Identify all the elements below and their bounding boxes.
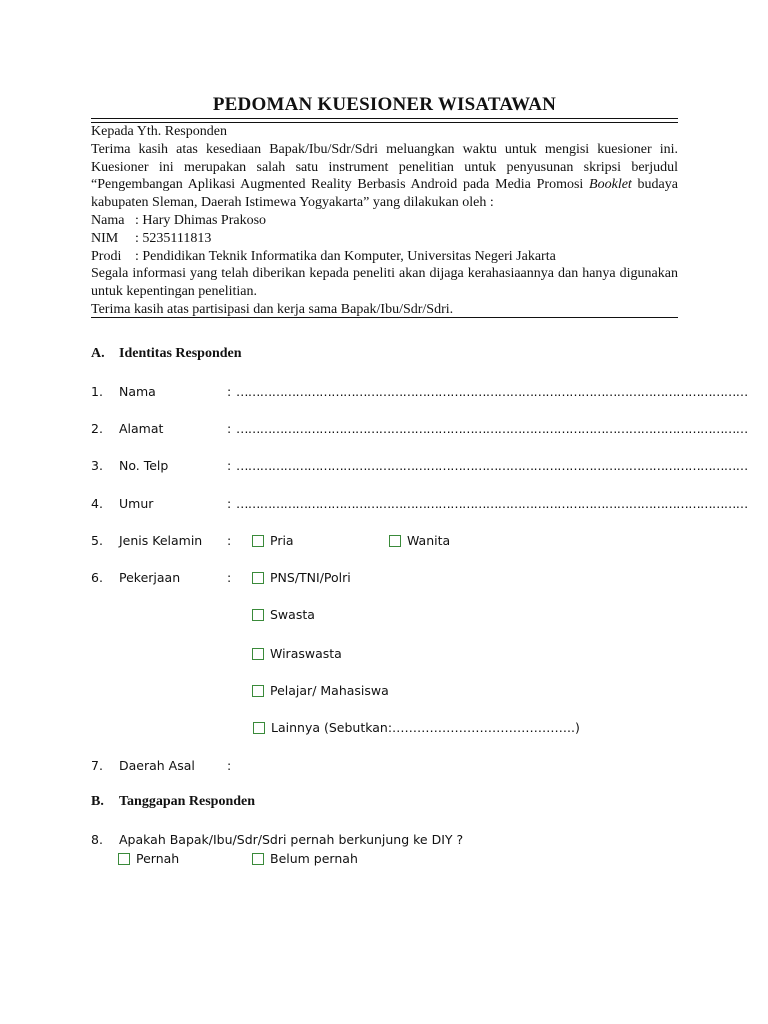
option-label: Belum pernah (270, 851, 358, 866)
field-number: 7. (91, 758, 103, 773)
q8-option-pernah[interactable] (118, 850, 179, 868)
field-origin[interactable] (91, 757, 236, 775)
field-colon: : (227, 570, 232, 585)
checkbox[interactable] (252, 853, 264, 865)
researcher-name-key: Nama (91, 212, 125, 228)
researcher-nim-value: : 5235111813 (135, 230, 212, 246)
researcher-name-row (91, 212, 678, 230)
field-label: No. Telp (119, 458, 169, 473)
researcher-name-value: : Hary Dhimas Prakoso (135, 212, 267, 228)
job-option-swasta[interactable] (252, 606, 315, 624)
intro-text-b: budaya kabupaten Sleman, Daerah Istimewa Yogyakarta” yang dilakukan oleh : (91, 177, 678, 211)
field-telp[interactable] (91, 457, 748, 475)
document-title: PEDOMAN KUESIONER WISATAWAN (212, 94, 557, 115)
intro-text-italic: Booklet (589, 177, 632, 193)
option-label: Pelajar/ Mahasiswa (270, 683, 389, 698)
checkbox[interactable] (252, 648, 264, 660)
option-label: Pernah (136, 851, 180, 866)
section-a-title: Identitas Responden (119, 346, 242, 361)
researcher-nim-row (91, 230, 678, 248)
checkbox[interactable] (252, 609, 264, 621)
nama-fill-line[interactable]: ………………………………………………………………………………………………………………… (236, 384, 748, 399)
field-label: Alamat (119, 421, 164, 436)
option-label: Wiraswasta (270, 646, 342, 661)
job-option-pelajar[interactable] (252, 682, 389, 700)
intro-paragraph (91, 141, 678, 212)
researcher-prodi-key: Prodi (91, 248, 122, 264)
field-label: Daerah Asal (119, 758, 195, 773)
question-8 (91, 831, 463, 849)
thanks-paragraph: Terima kasih atas partisipasi dan kerja sama Bapak/Ibu/Sdr/Sdri. (91, 301, 454, 317)
option-label: Swasta (270, 607, 315, 622)
field-job (91, 569, 236, 587)
intro-bottom-rule (91, 317, 678, 318)
checkbox[interactable] (252, 535, 264, 547)
confidentiality-paragraph: Segala informasi yang telah diberikan kepada peneliti akan dijaga kerahasiaannya dan hanya digunakan untuk kepentingan penelitian. (91, 266, 678, 300)
field-umur[interactable] (91, 495, 748, 513)
telp-fill-line[interactable]: ………………………………………………………………………………………………………………… (236, 458, 748, 473)
intro-text-a: Terima kasih atas kesediaan Bapak/Ibu/Sdr/Sdri meluangkan waktu untuk mengisi kuesioner ini. Kuesioner ini merupakan salah satu instrument penelitian untuk penyusunan skripsi berjudul “Pengembangan Aplikasi Augmented Reality Berbasis Android pada Media Promosi (91, 141, 678, 193)
section-b-heading (91, 794, 255, 810)
section-a-letter: A. (91, 346, 105, 361)
intro-block (91, 123, 678, 319)
field-label: Umur (119, 496, 154, 511)
gender-option-wanita[interactable] (389, 532, 450, 550)
field-gender (91, 532, 236, 550)
field-label: Nama (119, 384, 156, 399)
checkbox[interactable] (253, 722, 265, 734)
umur-fill-line[interactable]: ………………………………………………………………………………………………………………… (236, 496, 748, 511)
job-option-wiraswasta[interactable] (252, 645, 342, 663)
gender-option-pria[interactable] (252, 532, 294, 550)
field-number: 2. (91, 421, 103, 436)
field-colon: : (227, 758, 232, 773)
researcher-prodi-row (91, 248, 678, 266)
field-number: 3. (91, 458, 103, 473)
question-text: Apakah Bapak/Ibu/Sdr/Sdri pernah berkunjung ke DIY ? (119, 832, 464, 847)
section-a-heading (91, 346, 242, 362)
question-number: 8. (91, 832, 103, 847)
field-number: 5. (91, 533, 103, 548)
field-number: 4. (91, 496, 103, 511)
field-colon: : (227, 458, 232, 473)
checkbox[interactable] (252, 685, 264, 697)
field-label: Jenis Kelamin (119, 533, 203, 548)
field-label: Pekerjaan (119, 570, 181, 585)
option-label: Lainnya (Sebutkan:……………………………………..) (271, 720, 580, 735)
checkbox[interactable] (252, 572, 264, 584)
job-option-pns[interactable] (252, 569, 351, 587)
section-b-title: Tanggapan Responden (119, 794, 256, 809)
researcher-prodi-value: : Pendidikan Teknik Informatika dan Komputer, Universitas Negeri Jakarta (135, 248, 556, 264)
field-number: 1. (91, 384, 103, 399)
field-alamat[interactable] (91, 420, 748, 438)
option-label: Pria (270, 533, 294, 548)
job-option-lainnya[interactable] (253, 719, 580, 737)
field-nama[interactable] (91, 383, 748, 401)
field-colon: : (227, 421, 232, 436)
field-colon: : (227, 533, 232, 548)
option-label: PNS/TNI/Polri (270, 570, 351, 585)
checkbox[interactable] (389, 535, 401, 547)
researcher-nim-key: NIM (91, 230, 119, 246)
greeting: Kepada Yth. Responden (91, 124, 227, 139)
section-b-letter: B. (91, 794, 104, 809)
field-number: 6. (91, 570, 103, 585)
field-colon: : (227, 496, 232, 511)
q8-option-belum-pernah[interactable] (252, 850, 358, 868)
checkbox[interactable] (118, 853, 130, 865)
field-colon: : (227, 384, 232, 399)
option-label: Wanita (407, 533, 451, 548)
alamat-fill-line[interactable]: ………………………………………………………………………………………………………………… (236, 421, 748, 436)
